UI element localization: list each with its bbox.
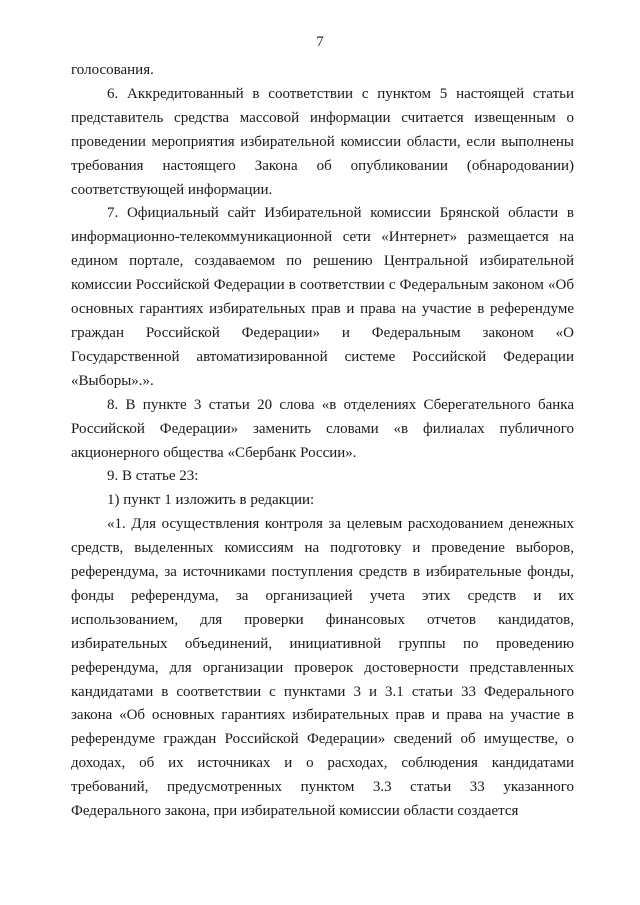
paragraph-subitem-1: 1) пункт 1 изложить в редакции: xyxy=(107,492,315,509)
paragraph-item-7: 7. Официальный сайт Избирательной комиссии Брянской области в информационно-телекоммуникационной сети «Интернет» размещается на едином портале, создаваемом по решению Центральной избирательной комиссии Российской Федерации в соответствии с Федеральным законом «Об основных гарантиях избирательных прав и права на участие в референдуме граждан Российской Федерации» и Федеральным законом «О Государственной автоматизированной системе Российской Федерации «Выборы».». xyxy=(71,205,574,389)
document-body xyxy=(71,59,574,824)
paragraph-item-6: 6. Аккредитованный в соответствии с пунктом 5 настоящей статьи представитель средства массовой информации считается извещенным о проведении мероприятия избирательной комиссии области, если выполнены требования настоящего Закона об опубликовании (обнародовании) соответствующей информации. xyxy=(71,85,574,198)
paragraph-quoted-text: «1. Для осуществления контроля за целевым расходованием денежных средств, выделенных комиссиям на подготовку и проведение выборов, референдума, за источниками поступления средств в избирательные фонды, фонды референдума, за организацией учета этих средств и их использованием, для проверки финансовых отчетов кандидатов, избирательных объединений, инициативной группы по проведению референдума, для организации проверок достоверности представленных кандидатами в соответствии с пунктами 3 и 3.1 статьи 33 Федерального закона «Об основных гарантиях избирательных прав и права на участие в референдуме граждан Российской Федерации» сведений об имуществе, о доходах, об их источниках и о расходах, соблюдения кандидатами требований, предусмотренных пунктом 3.3 статьи 33 указанного Федерального закона, при избирательной комиссии области создается xyxy=(71,516,574,820)
paragraph-item-8: 8. В пункте 3 статьи 20 слова «в отделениях Сберегательного банка Российской Федерации» заменить словами «в филиалах публичного акционерного общества «Сбербанк России». xyxy=(71,396,574,461)
paragraph-item-9: 9. В статье 23: xyxy=(107,468,199,485)
paragraph-continuation: голосования. xyxy=(71,62,154,78)
page-number: 7 xyxy=(316,34,324,50)
